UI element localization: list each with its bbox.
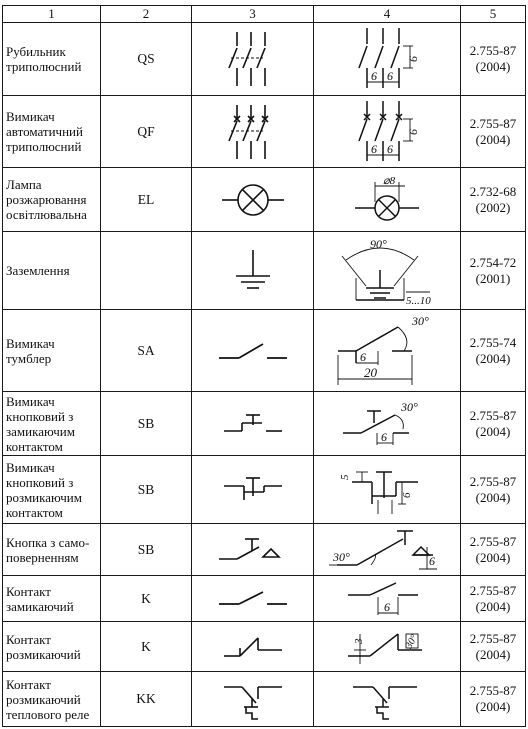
symbol-cell bbox=[192, 310, 314, 392]
element-name: Контакт замикаючий bbox=[3, 576, 101, 622]
ground-icon bbox=[228, 246, 278, 296]
symbol-cell bbox=[192, 96, 314, 168]
dimension-label: 30° bbox=[401, 399, 418, 414]
element-name: Вимикач автоматичний триполюсний bbox=[3, 96, 101, 168]
pushbutton-nc-icon bbox=[339, 460, 432, 520]
pushbutton-return-icon bbox=[327, 525, 447, 575]
table-row bbox=[3, 232, 526, 310]
standard-cell bbox=[461, 622, 526, 672]
standard-number: 2.755-87 bbox=[469, 533, 517, 549]
lamp-icon bbox=[218, 178, 288, 222]
element-code: SB bbox=[101, 392, 192, 456]
element-name: Рубильник триполюсний bbox=[3, 23, 101, 96]
standard-number: 2.755-87 bbox=[469, 582, 517, 598]
symbol-cell bbox=[192, 672, 314, 727]
pushbutton-return-icon bbox=[215, 533, 291, 567]
element-code: QF bbox=[101, 96, 192, 168]
standard-cell bbox=[461, 232, 526, 310]
dimension-label: ⌀8 bbox=[383, 174, 396, 187]
standard-cell bbox=[461, 392, 526, 456]
symbol-cell bbox=[192, 576, 314, 622]
symbol-cell bbox=[192, 232, 314, 310]
element-name: Контакт розмикаючий теплового реле bbox=[3, 672, 101, 727]
symbols-table bbox=[2, 5, 526, 727]
standard-cell bbox=[461, 456, 526, 524]
element-code: SB bbox=[101, 456, 192, 524]
dimension-label: 6 bbox=[429, 553, 435, 568]
symbol-dimension-cell bbox=[314, 456, 461, 524]
element-name: Вимикач кнопковий з замикаючим контактом bbox=[3, 392, 101, 456]
element-name: Вимикач кнопковий з розмикаючим контактом bbox=[3, 456, 101, 524]
dimension-label: 20 bbox=[364, 364, 377, 380]
thermal-relay-contact-icon bbox=[218, 677, 288, 721]
table-row bbox=[3, 672, 526, 727]
column-header: 2 bbox=[101, 6, 192, 23]
standard-year: (2004) bbox=[475, 489, 511, 505]
standard-cell bbox=[461, 672, 526, 727]
table-row bbox=[3, 23, 526, 96]
table-header-row bbox=[3, 6, 526, 23]
dimension-label: 6 bbox=[406, 128, 420, 135]
table-row bbox=[3, 576, 526, 622]
standard-number: 2.732-68 bbox=[469, 183, 517, 199]
standard-number: 2.754-72 bbox=[469, 254, 517, 270]
symbol-dimension-cell bbox=[314, 168, 461, 232]
standard-year: (2004) bbox=[475, 598, 511, 614]
symbol-dimension-cell bbox=[314, 524, 461, 576]
contact-no-icon bbox=[213, 586, 293, 612]
symbol-cell bbox=[192, 456, 314, 524]
standard-cell bbox=[461, 576, 526, 622]
standard-cell bbox=[461, 23, 526, 96]
symbol-cell bbox=[192, 168, 314, 232]
standard-number: 2.755-87 bbox=[469, 43, 517, 58]
column-header: 4 bbox=[314, 6, 461, 23]
standard-year: (2002) bbox=[475, 199, 511, 215]
element-name: Контакт розмикаючий bbox=[3, 622, 101, 672]
table-row bbox=[3, 168, 526, 232]
toggle-switch-icon bbox=[213, 336, 293, 366]
table-row bbox=[3, 524, 526, 576]
pushbutton-no-icon bbox=[218, 407, 288, 441]
column-header: 3 bbox=[192, 6, 314, 23]
dimension-label: 6 bbox=[371, 141, 377, 156]
table-row bbox=[3, 392, 526, 456]
standard-year: (2004) bbox=[475, 423, 511, 439]
dimension-label: 6 bbox=[387, 141, 393, 156]
table-row bbox=[3, 456, 526, 524]
knife-switch-3pole-icon bbox=[347, 26, 427, 92]
contact-nc-icon bbox=[342, 624, 432, 670]
symbol-cell bbox=[192, 622, 314, 672]
symbol-dimension-cell bbox=[314, 96, 461, 168]
standard-year: (2001) bbox=[475, 270, 511, 286]
standard-number: 2.755-87 bbox=[469, 407, 517, 423]
column-header: 5 bbox=[461, 6, 526, 23]
element-code bbox=[101, 232, 192, 310]
symbol-dimension-cell bbox=[314, 672, 461, 727]
table-row bbox=[3, 622, 526, 672]
dimension-label: 6 bbox=[406, 56, 420, 62]
dimension-label: 30° bbox=[412, 313, 429, 328]
standard-number: 2.755-87 bbox=[469, 630, 517, 646]
element-code: KK bbox=[101, 672, 192, 727]
circuit-breaker-3pole-icon bbox=[347, 99, 427, 165]
pushbutton-no-icon bbox=[337, 397, 437, 451]
contact-nc-icon bbox=[218, 630, 288, 664]
lamp-icon bbox=[347, 172, 427, 228]
symbol-dimension-cell bbox=[314, 622, 461, 672]
element-code: K bbox=[101, 622, 192, 672]
element-name: Вимикач тумблер bbox=[3, 310, 101, 392]
knife-switch-3pole-icon bbox=[223, 28, 283, 90]
standard-number: 2.755-87 bbox=[469, 473, 517, 489]
standard-cell bbox=[461, 96, 526, 168]
standard-number: 2.755-87 bbox=[469, 115, 517, 131]
dimension-label: 5 bbox=[339, 474, 351, 480]
ground-icon bbox=[332, 234, 442, 308]
element-code: K bbox=[101, 576, 192, 622]
dimension-label: 6 bbox=[371, 69, 377, 83]
element-name: Кнопка з само-поверненням bbox=[3, 524, 101, 576]
symbol-cell bbox=[192, 524, 314, 576]
dimension-label: 6 bbox=[401, 492, 413, 498]
dimension-label: 6 bbox=[384, 599, 390, 614]
table-row bbox=[3, 96, 526, 168]
standard-year: (2004) bbox=[475, 350, 511, 366]
symbol-cell bbox=[192, 23, 314, 96]
symbol-dimension-cell bbox=[314, 392, 461, 456]
symbol-dimension-cell bbox=[314, 310, 461, 392]
dimension-label: 3 bbox=[353, 638, 365, 644]
dimension-label: 30° bbox=[403, 632, 421, 651]
element-code: SA bbox=[101, 310, 192, 392]
symbol-dimension-cell bbox=[314, 232, 461, 310]
dimension-label: 6 bbox=[360, 349, 366, 364]
standard-number: 2.755-87 bbox=[469, 683, 517, 698]
element-code: SB bbox=[101, 524, 192, 576]
element-name: Лампа розжарювання освітлювальна bbox=[3, 168, 101, 232]
thermal-relay-contact-icon bbox=[347, 677, 427, 721]
circuit-breaker-3pole-icon bbox=[223, 101, 283, 163]
standard-year: (2004) bbox=[475, 131, 511, 147]
standard-cell bbox=[461, 168, 526, 232]
element-name: Заземлення bbox=[3, 232, 101, 310]
dimension-label: 5...10 bbox=[406, 294, 431, 307]
pushbutton-nc-icon bbox=[218, 470, 288, 510]
dimension-label: 6 bbox=[387, 69, 393, 83]
element-code: EL bbox=[101, 168, 192, 232]
contact-no-icon bbox=[342, 579, 432, 619]
standard-year: (2004) bbox=[475, 59, 511, 74]
symbol-cell bbox=[192, 392, 314, 456]
toggle-switch-icon bbox=[332, 313, 442, 389]
column-header: 1 bbox=[3, 6, 101, 23]
standard-cell bbox=[461, 310, 526, 392]
dimension-label: 30° bbox=[333, 549, 350, 564]
standard-number: 2.755-74 bbox=[469, 334, 517, 350]
symbol-dimension-cell bbox=[314, 576, 461, 622]
standard-cell bbox=[461, 524, 526, 576]
standard-year: (2004) bbox=[475, 549, 511, 565]
table-row bbox=[3, 310, 526, 392]
dimension-label: 6 bbox=[381, 429, 387, 444]
dimension-label: 90° bbox=[370, 236, 387, 251]
standard-year: (2004) bbox=[475, 646, 511, 662]
standard-year: (2004) bbox=[475, 699, 511, 714]
element-code: QS bbox=[101, 23, 192, 96]
symbol-dimension-cell bbox=[314, 23, 461, 96]
